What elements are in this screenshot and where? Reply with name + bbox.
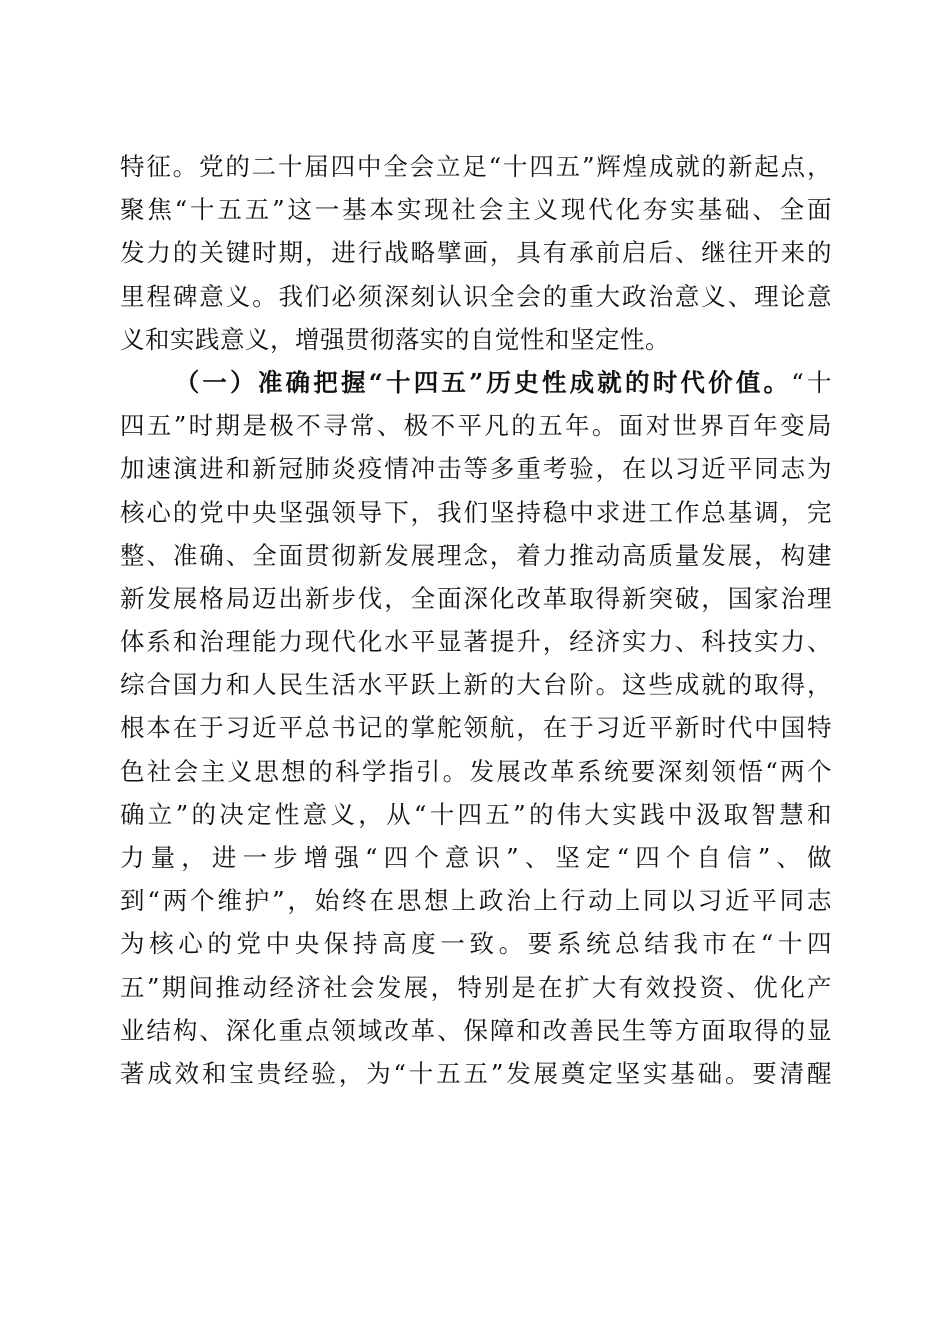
- text-line: 色社会主义思想的科学指引。发展改革系统要深刻领悟“两个: [120, 756, 832, 786]
- text-line: 体系和治理能力现代化水平显著提升，经济实力、科技实力、: [120, 627, 832, 657]
- text-line: 确立”的决定性意义，从“十四五”的伟大实践中汲取智慧和: [120, 799, 832, 829]
- text-line: 新发展格局迈出新步伐，全面深化改革取得新突破，国家治理: [120, 583, 832, 613]
- text-run: “十: [791, 367, 833, 397]
- text-line: 业结构、深化重点领域改革、保障和改善民生等方面取得的显: [120, 1015, 832, 1045]
- text-line: 根本在于习近平总书记的掌舵领航，在于习近平新时代中国特: [120, 713, 832, 743]
- body-text: [120, 145, 832, 1095]
- text-line: 著成效和宝贵经验，为“十五五”发展奠定坚实基础。要清醒: [120, 1058, 832, 1088]
- text-line: 加速演进和新冠肺炎疫情冲击等多重考验，在以习近平同志为: [120, 454, 832, 484]
- text-line: 综合国力和人民生活水平跃上新的大台阶。这些成就的取得，: [120, 670, 832, 700]
- text-line: 发力的关键时期，进行战略擘画，具有承前启后、继往开来的: [120, 238, 832, 268]
- section-heading-line: [120, 361, 832, 404]
- text-line: 四五”时期是极不寻常、极不平凡的五年。面对世界百年变局: [120, 411, 832, 441]
- text-line: 整、准确、全面贯彻新发展理念，着力推动高质量发展，构建: [120, 540, 832, 570]
- text-line: 力量，进一步增强“四个意识”、坚定“四个自信”、做: [120, 843, 832, 872]
- text-line: 义和实践意义，增强贯彻落实的自觉性和坚定性。: [120, 324, 670, 354]
- text-line: 里程碑意义。我们必须深刻认识全会的重大政治意义、理论意: [120, 281, 832, 311]
- text-line: 五”期间推动经济社会发展，特别是在扩大有效投资、优化产: [120, 972, 832, 1002]
- section-heading: （一）准确把握“十四五”历史性成就的时代价值。: [172, 367, 792, 397]
- text-line: 为核心的党中央保持高度一致。要系统总结我市在“十四: [120, 929, 832, 959]
- text-line: 特征。党的二十届四中全会立足“十四五”辉煌成就的新起点，: [120, 152, 832, 181]
- text-line: 核心的党中央坚强领导下，我们坚持稳中求进工作总基调，完: [120, 497, 832, 527]
- text-line: 到“两个维护”，始终在思想上政治上行动上同以习近平同志: [120, 886, 832, 916]
- text-line: 聚焦“十五五”这一基本实现社会主义现代化夯实基础、全面: [120, 195, 832, 225]
